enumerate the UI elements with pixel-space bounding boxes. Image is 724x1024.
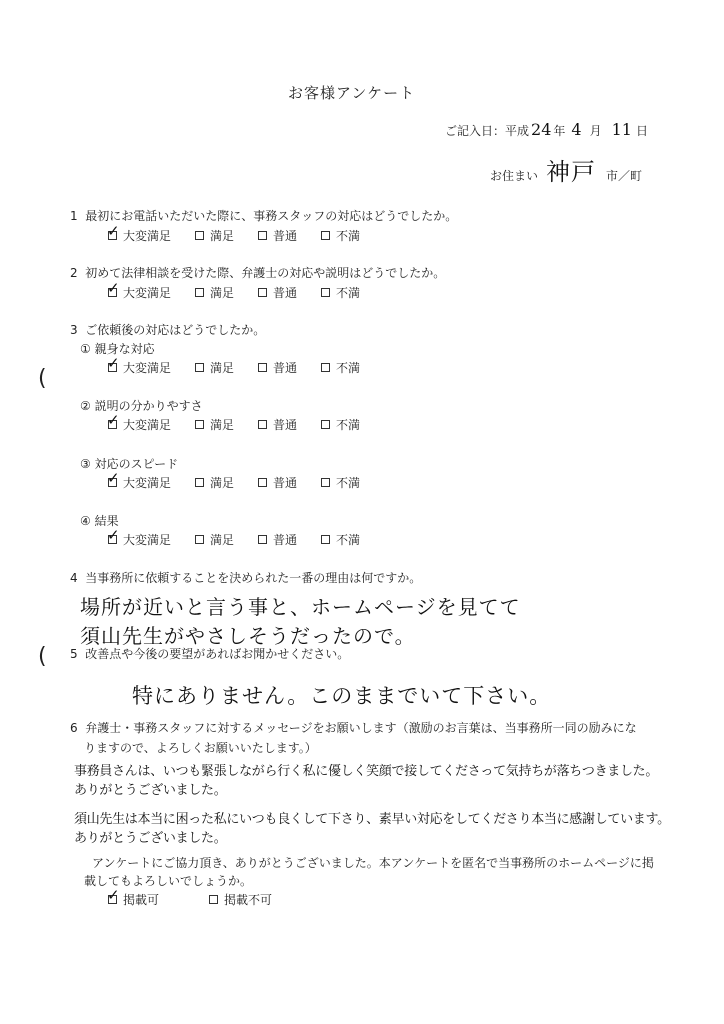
checkbox-icon[interactable] <box>195 288 204 297</box>
option-average[interactable]: 普通 <box>258 359 297 376</box>
date-day: 11 <box>611 120 632 139</box>
date-year: 24 <box>531 120 552 139</box>
checkbox-icon[interactable] <box>321 420 330 429</box>
publish-options <box>108 891 296 908</box>
checkbox-icon[interactable] <box>195 231 204 240</box>
option-dissatisfied[interactable]: 不満 <box>321 359 360 376</box>
question-4-answer-line-1: 場所が近いと言う事と、ホームページを見てて <box>80 595 521 619</box>
option-dissatisfied[interactable]: 不満 <box>321 416 360 433</box>
option-very-satisfied[interactable]: ✓ 大変満足 <box>108 531 171 548</box>
checkbox-icon[interactable] <box>108 288 117 297</box>
checkbox-icon[interactable] <box>321 231 330 240</box>
question-5-answer: 特にありません。このままでいて下さい。 <box>132 684 552 708</box>
date-tsuki: 月 <box>589 124 602 138</box>
checkbox-icon[interactable] <box>108 363 117 372</box>
address-suffix: 市／町 <box>606 169 643 183</box>
question-1: 1 最初にお電話いただいた際に、事務スタッフの対応はどうでしたか。 <box>70 209 458 223</box>
option-very-satisfied[interactable]: ✓ 大変満足 <box>108 359 171 376</box>
checkbox-icon[interactable] <box>108 895 117 904</box>
date-month: 4 <box>571 120 582 139</box>
option-satisfied[interactable]: 満足 <box>195 227 234 244</box>
checkbox-icon[interactable] <box>321 535 330 544</box>
checkbox-icon[interactable] <box>108 231 117 240</box>
checkbox-icon[interactable] <box>321 478 330 487</box>
date-nen: 年 <box>553 124 566 138</box>
question-6-answer-2-line-2: ありがとうございました。 <box>74 831 227 846</box>
checkbox-icon[interactable] <box>195 363 204 372</box>
question-3-2-options <box>108 416 384 433</box>
date-hi: 日 <box>635 124 648 138</box>
checkbox-icon[interactable] <box>258 478 267 487</box>
option-dissatisfied[interactable]: 不満 <box>321 474 360 491</box>
option-dissatisfied[interactable]: 不満 <box>321 531 360 548</box>
checkbox-icon[interactable] <box>108 420 117 429</box>
option-average[interactable]: 普通 <box>258 531 297 548</box>
question-1-options <box>108 227 384 244</box>
address-city: 神戸 <box>546 158 597 186</box>
option-average[interactable]: 普通 <box>258 227 297 244</box>
question-4: 4 当事務所に依頼することを決められた一番の理由は何ですか。 <box>70 571 422 585</box>
question-6-answer-2-line-1: 須山先生は本当に困った私にいつも良くして下さり、素早い対応をしてくださり本当に感謝しています。 <box>74 812 670 827</box>
margin-mark: ( <box>38 366 47 391</box>
option-publish-ok[interactable]: ✓ 掲載可 <box>108 891 159 908</box>
option-satisfied[interactable]: 満足 <box>195 531 234 548</box>
address <box>490 152 642 187</box>
checkbox-icon[interactable] <box>195 478 204 487</box>
question-3-4-options <box>108 531 384 548</box>
checkbox-icon[interactable] <box>258 420 267 429</box>
checkbox-icon[interactable] <box>258 288 267 297</box>
page-title: お客様アンケート <box>288 84 416 102</box>
option-very-satisfied[interactable]: ✓ 大変満足 <box>108 474 171 491</box>
question-3-sub-3: ③ 対応のスピード <box>80 457 179 471</box>
option-dissatisfied[interactable]: 不満 <box>321 227 360 244</box>
checkbox-icon[interactable] <box>258 535 267 544</box>
checkbox-icon[interactable] <box>195 420 204 429</box>
question-6-answer-1-line-1: 事務員さんは、いつも緊張しながら行く私に優しく笑顔で接してくださって気持ちが落ちつきました。 <box>74 764 659 779</box>
question-3-sub-2: ② 説明の分かりやすさ <box>80 399 203 413</box>
option-satisfied[interactable]: 満足 <box>195 359 234 376</box>
option-very-satisfied[interactable]: ✓ 大変満足 <box>108 227 171 244</box>
question-3-3-options <box>108 474 384 491</box>
option-average[interactable]: 普通 <box>258 474 297 491</box>
checkbox-icon[interactable] <box>321 363 330 372</box>
margin-mark: ( <box>38 644 47 669</box>
closing-line-2: 載してもよろしいでしょうか。 <box>84 874 253 888</box>
question-3-sub-4: ④ 結果 <box>80 514 119 528</box>
question-4-answer-line-2: 須山先生がやさしそうだったので。 <box>80 624 416 648</box>
option-very-satisfied[interactable]: ✓ 大変満足 <box>108 416 171 433</box>
closing-line-1: アンケートにご協力頂き、ありがとうございました。本アンケートを匿名で当事務所のホームページに掲 <box>92 856 654 870</box>
question-2: 2 初めて法律相談を受けた際、弁護士の対応や説明はどうでしたか。 <box>70 266 446 280</box>
date-label: ご記入日：平成 <box>445 124 530 138</box>
option-satisfied[interactable]: 満足 <box>195 416 234 433</box>
checkbox-icon[interactable] <box>258 363 267 372</box>
entry-date <box>445 120 648 139</box>
checkbox-icon[interactable] <box>195 535 204 544</box>
question-6-answer-1-line-2: ありがとうございました。 <box>74 783 227 798</box>
address-label: お住まい <box>490 169 539 183</box>
question-6-line-1: 6 弁護士・事務スタッフに対するメッセージをお願いします（激励のお言葉は、当事務所一同の励みにな <box>70 721 637 735</box>
option-publish-ng[interactable]: 掲載不可 <box>209 891 272 908</box>
option-satisfied[interactable]: 満足 <box>195 284 234 301</box>
question-3: 3 ご依頼後の対応はどうでしたか。 <box>70 323 266 337</box>
option-average[interactable]: 普通 <box>258 284 297 301</box>
option-satisfied[interactable]: 満足 <box>195 474 234 491</box>
question-6-line-2: りますので、よろしくお願いいたします。） <box>84 741 317 755</box>
option-dissatisfied[interactable]: 不満 <box>321 284 360 301</box>
checkbox-icon[interactable] <box>321 288 330 297</box>
checkbox-icon[interactable] <box>258 231 267 240</box>
question-5: 5 改善点や今後の要望があればお聞かせください。 <box>70 647 350 661</box>
question-3-sub-1: ① 親身な対応 <box>80 342 155 356</box>
option-average[interactable]: 普通 <box>258 416 297 433</box>
checkbox-icon[interactable] <box>108 535 117 544</box>
checkbox-icon[interactable] <box>209 895 218 904</box>
checkbox-icon[interactable] <box>108 478 117 487</box>
option-very-satisfied[interactable]: ✓ 大変満足 <box>108 284 171 301</box>
question-3-1-options <box>108 359 384 376</box>
question-2-options <box>108 284 384 301</box>
